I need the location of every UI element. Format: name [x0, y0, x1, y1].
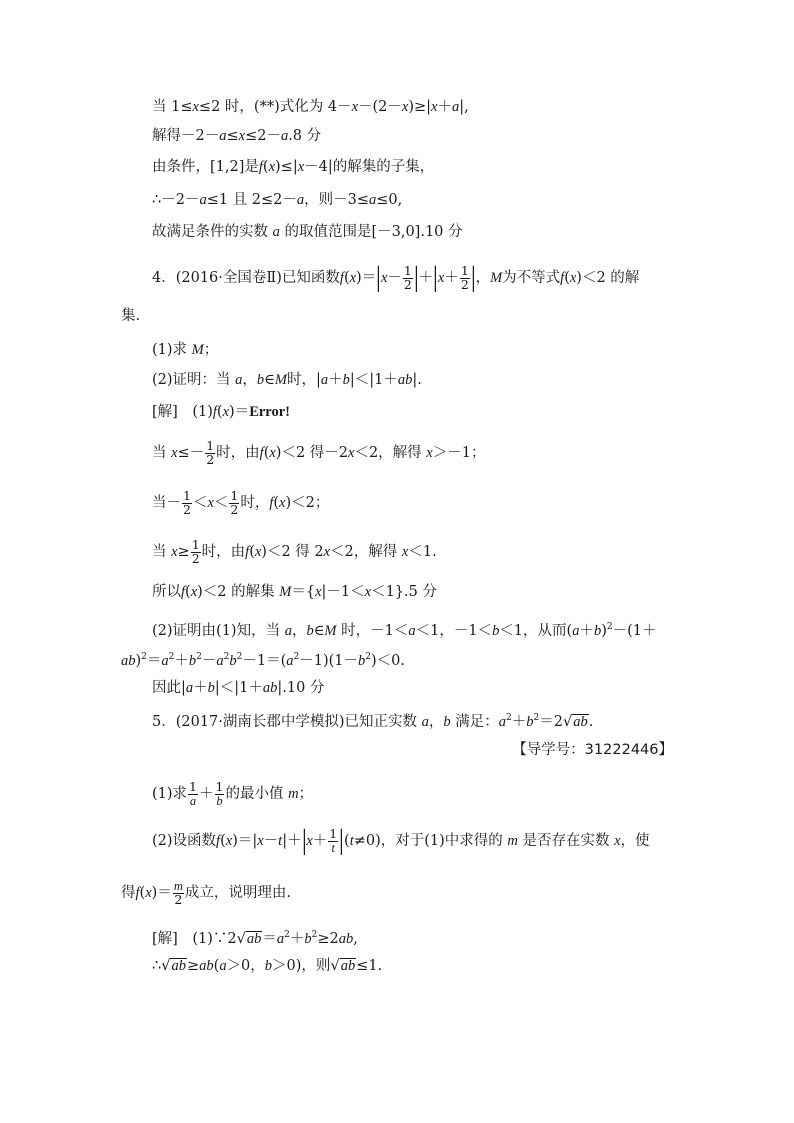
- abs-bar: |: [301, 826, 307, 856]
- problem-4-intro: 4．(2016·全国卷Ⅱ)已知函数f(x)＝|x－ $\frac{1}{2}$ |＋|x＋ $\frac{1}{2}$ |，M为不等式f(x)＜2 的解: [152, 263, 640, 293]
- problem-5-question-2-cont: 得f(x)＝ $\frac{m}{2}$ 成立，说明理由.: [121, 879, 291, 907]
- fraction-one-over-t: $\frac{1}{t}$: [329, 826, 338, 855]
- problem-5-question-2: (2)设函数f(x)＝|x－t|＋|x＋ $\frac{1}{t}$ |(t≠0)，对于(1)中求得的 m 是否存在实数 x，使: [152, 826, 650, 856]
- solution-4-proof-cont: $ab)^2=a^2+b^2-a^2b^2-1=(a^2-1)(1-b^2)<0$.: [121, 652, 405, 669]
- text-line: 解得－2－a≤x≤2－a.8 分: [152, 128, 322, 144]
- fraction-one-half: $\frac{1}{2}$: [183, 488, 191, 517]
- abs-bar: |: [413, 263, 419, 293]
- fraction-m-over-2: $\frac{m}{2}$: [173, 879, 183, 907]
- fraction-one-half: $\frac{1}{2}$: [460, 263, 469, 292]
- solution-4-start: [解] (1)f(x)＝Error!: [152, 404, 290, 420]
- guide-number: 【导学号：31222446】: [512, 742, 673, 758]
- problem-4-intro-cont: 集.: [121, 308, 141, 324]
- solution-5-step-1: [解] $(1)\because 2√ab=a^2+b^2\ge 2ab$,: [152, 930, 358, 947]
- text-line: ∴－2－a≤1 且 2≤2－a，则－3≤a≤0,: [152, 192, 403, 208]
- problem-5-question-1: (1)求 $\frac{1}{a}$ ＋ $\frac{1}{b}$ 的最小值 m；: [152, 779, 314, 808]
- solution-4-case-3: 当 x≥ $\frac{1}{2}$ 时，由f(x)＜2 得 2x＜2，解得 x＜1.: [152, 537, 437, 566]
- fraction-one-half: $\frac{1}{2}$: [206, 438, 215, 467]
- abs-bar: |: [432, 263, 439, 293]
- error-text: Error!: [249, 404, 290, 420]
- text-line: 当 1≤x≤2 时，(**)式化为 4－x－(2－x)≥|x＋a|,: [152, 99, 469, 115]
- sqrt-symbol: √: [161, 958, 171, 974]
- problem-4-question-2: (2)证明：当 a，b∈M时，|a＋b|＜|1＋ab|.: [152, 372, 422, 388]
- problem-4-question-1: (1)求 M；: [152, 342, 219, 358]
- fraction-one-half: $\frac{1}{2}$: [191, 537, 200, 566]
- solution-5-step-2: ∴√ab≥ab(a＞0，b＞0)，则√ab≤1.: [152, 958, 383, 974]
- solution-tag: [解]: [152, 404, 178, 420]
- solution-4-conclusion: 因此|a＋b|＜|1＋ab|.10 分: [152, 680, 325, 696]
- abs-bar: |: [339, 826, 345, 856]
- solution-4-proof: (2)证明由(1)知，当 a，b∈M 时，－1＜a＜1，－1＜b＜1，从而$(a+b)^2-(1+$: [152, 622, 657, 639]
- solution-4-set: 所以f(x)＜2 的解集 M＝{x|－1＜x＜1}.5 分: [152, 584, 437, 600]
- sqrt-symbol: √: [330, 958, 340, 974]
- solution-tag: [解]: [152, 931, 178, 947]
- fraction-one-over-a: $\frac{1}{a}$: [189, 779, 197, 808]
- fraction-one-half: $\frac{1}{2}$: [230, 488, 239, 517]
- fraction-one-half: $\frac{1}{2}$: [403, 263, 412, 292]
- text-line: 由条件，[1,2]是f(x)≤|x－4|的解集的子集，: [152, 159, 435, 175]
- text-line: 故满足条件的实数 a 的取值范围是[－3,0].10 分: [152, 224, 463, 240]
- solution-4-case-1: 当 x≤－ $\frac{1}{2}$ 时，由f(x)＜2 得－2x＜2，解得 x＞－1；: [152, 438, 486, 467]
- abs-bar: |: [470, 263, 476, 293]
- fraction-one-over-b: $\frac{1}{b}$: [215, 779, 224, 808]
- problem-5-intro: 5．(2017·湖南长郡中学模拟)已知正实数 a，b 满足：$a^2+b^2=2√ab$.: [152, 713, 594, 730]
- solution-4-case-2: 当－ $\frac{1}{2}$ ＜x＜ $\frac{1}{2}$ 时，f(x)＜2；: [152, 488, 330, 517]
- sqrt-symbol: √: [236, 931, 246, 947]
- abs-bar: |: [375, 263, 382, 293]
- sqrt-symbol: √: [562, 714, 573, 730]
